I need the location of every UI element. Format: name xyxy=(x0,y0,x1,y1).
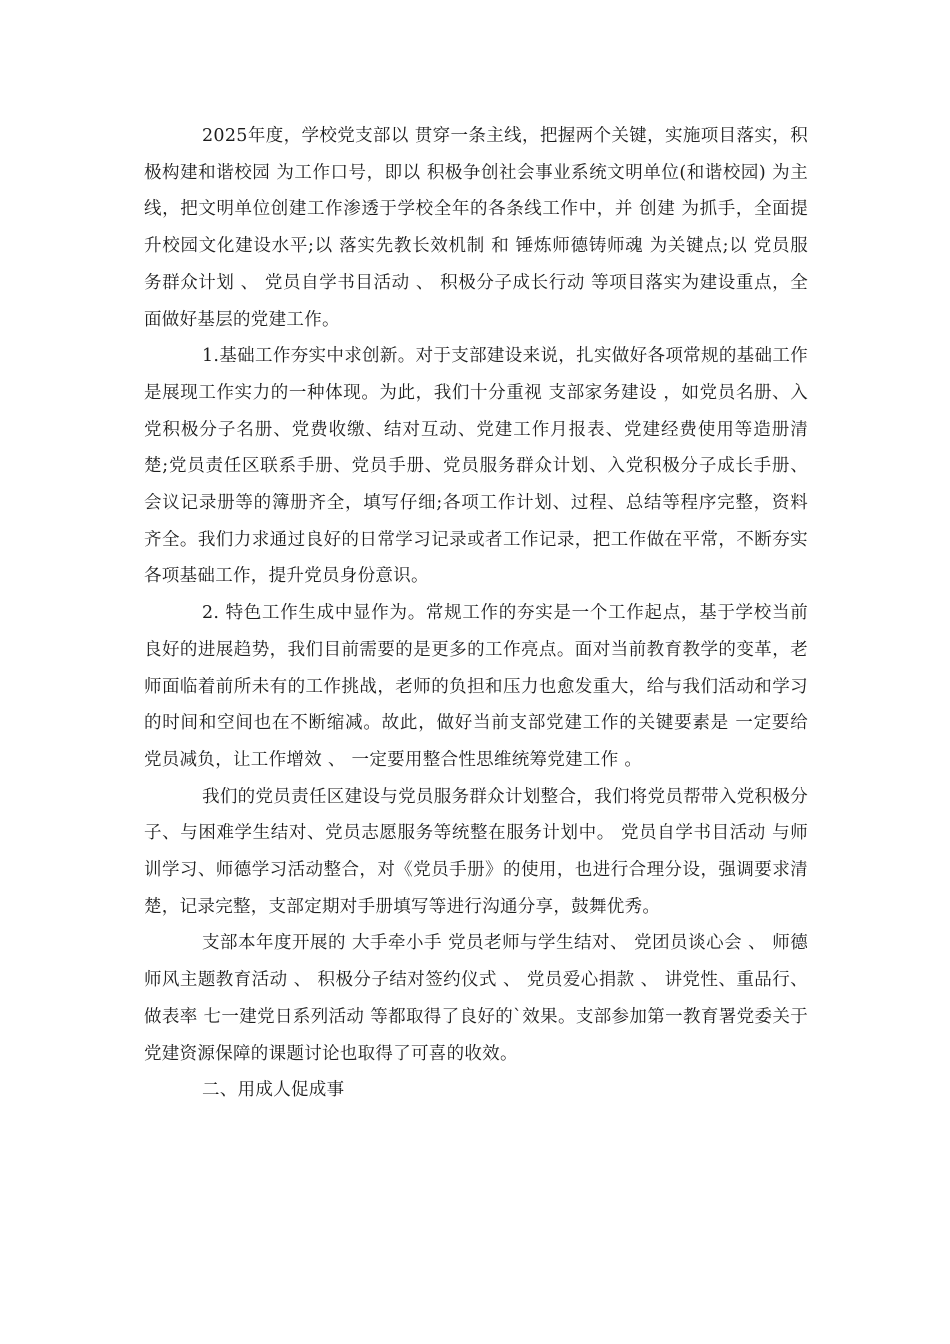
document-body xyxy=(144,118,808,1109)
paragraph-integration: 我们的党员责任区建设与党员服务群众计划整合，我们将党员帮带入党积极分子、与困难学生结对、党员志愿服务等统整在服务计划中。 党员自学书目活动 与师训学习、师德学习活动整合，对《党员手册》的使用，也进行合理分设，强调要求清楚，记录完整，支部定期对手册填写等进行沟通分享，鼓舞优秀。 xyxy=(144,786,808,917)
section-heading: 二、用成人促成事 xyxy=(202,1080,345,1101)
paragraph-activities: 支部本年度开展的 大手牵小手 党员老师与学生结对、 党团员谈心会 、 师德师风主题教育活动 、 积极分子结对签约仪式 、 党员爱心捐款 、 讲党性、重品行、做表率 七一建党日系列活动 等都取得了良好的`效果。支部参加第一教育署党委关于党建资源保障的课题讨论也取得了可喜的收效。 xyxy=(144,933,808,1064)
paragraph-special-work: 2. 特色工作生成中显作为。常规工作的夯实是一个工作起点，基于学校当前良好的进展趋势，我们目前需要的是更多的工作亮点。面对当前教育教学的变革，老师面临着前所未有的工作挑战，老师的负担和压力也愈发重大，给与我们活动和学习的时间和空间也在不断缩减。故此，做好当前支部党建工作的关键要素是 一定要给党员减负，让工作增效 、 一定要用整合性思维统筹党建工作 。 xyxy=(144,603,808,770)
paragraph-basic-work: 1.基础工作夯实中求创新。对于支部建设来说，扎实做好各项常规的基础工作是展现工作实力的一种体现。为此，我们十分重视 支部家务建设 ，如党员名册、入党积极分子名册、党费收缴、结对互动、党建工作月报表、党建经费使用等造册清楚;党员责任区联系手册、党员手册、党员服务群众计划、入党积极分子成长手册、会议记录册等的簿册齐全，填写仔细;各项工作计划、过程、总结等程序完整，资料齐全。我们力求通过良好的日常学习记录或者工作记录，把工作做在平常，不断夯实各项基础工作，提升党员身份意识。 xyxy=(144,346,808,587)
paragraph-annual-summary: 2025年度，学校党支部以 贯穿一条主线，把握两个关键，实施项目落实，积极构建和谐校园 为工作口号，即以 积极争创社会事业系统文明单位(和谐校园) 为主线，把文明单位创建工作渗透于学校全年的各条线工作中，并 创建 为抓手，全面提升校园文化建设水平;以 落实先教长效机制 和 锤炼师德铸师魂 为关键点;以 党员服务群众计划 、 党员自学书目活动 、 积极分子成长行动 等项目落实为建设重点，全面做好基层的党建工作。 xyxy=(144,126,808,330)
